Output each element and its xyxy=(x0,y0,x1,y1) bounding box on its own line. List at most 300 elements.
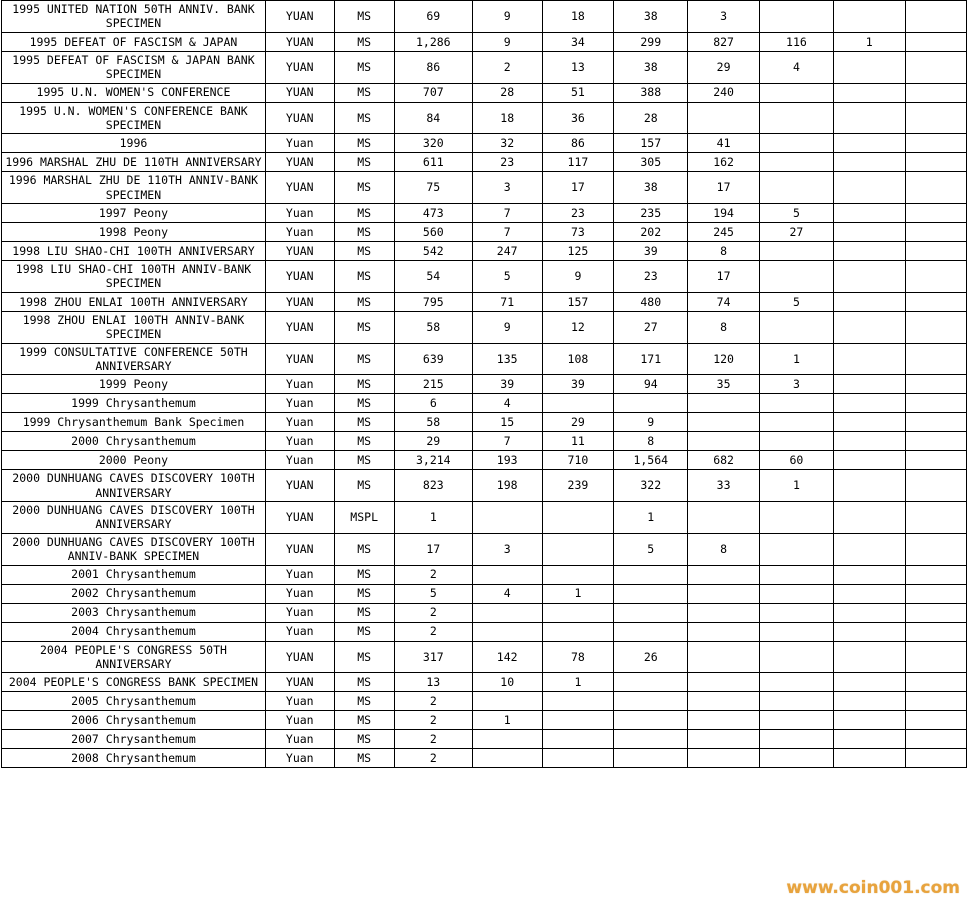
watermark: www.coin001.com xyxy=(786,878,960,898)
cell-grade-2: 29 xyxy=(542,413,614,432)
cell-grade-4: 240 xyxy=(688,83,760,102)
cell-grade-2 xyxy=(542,711,614,730)
cell-total: 3,214 xyxy=(394,451,472,470)
cell-grade: MS xyxy=(334,432,394,451)
cell-grade-5 xyxy=(759,565,833,584)
cell-grade-7 xyxy=(905,51,966,83)
cell-denomination: YUAN xyxy=(265,83,334,102)
cell-description: 1999 Chrysanthemum Bank Specimen xyxy=(2,413,266,432)
cell-grade-3: 38 xyxy=(614,172,688,204)
table-row xyxy=(2,1,967,33)
cell-grade-6 xyxy=(833,533,905,565)
table-row xyxy=(2,502,967,534)
cell-grade-2: 125 xyxy=(542,242,614,261)
cell-grade-2 xyxy=(542,533,614,565)
cell-description: 1996 MARSHAL ZHU DE 110TH ANNIV-BANK SPECIMEN xyxy=(2,172,266,204)
cell-grade: MS xyxy=(334,673,394,692)
cell-grade-5 xyxy=(759,102,833,134)
cell-grade-7 xyxy=(905,83,966,102)
cell-grade-1: 3 xyxy=(472,533,542,565)
cell-grade-4 xyxy=(688,692,760,711)
cell-grade-7 xyxy=(905,242,966,261)
cell-total: 639 xyxy=(394,343,472,375)
cell-grade-3: 299 xyxy=(614,32,688,51)
cell-grade-1 xyxy=(472,603,542,622)
cell-grade: MS xyxy=(334,83,394,102)
table-row xyxy=(2,451,967,470)
cell-grade-4 xyxy=(688,622,760,641)
cell-grade-1: 5 xyxy=(472,261,542,293)
cell-grade-6 xyxy=(833,261,905,293)
cell-grade: MS xyxy=(334,603,394,622)
cell-grade-6 xyxy=(833,102,905,134)
cell-grade-3 xyxy=(614,730,688,749)
cell-denomination: Yuan xyxy=(265,730,334,749)
cell-grade-5: 1 xyxy=(759,470,833,502)
cell-grade: MS xyxy=(334,470,394,502)
cell-denomination: Yuan xyxy=(265,223,334,242)
cell-grade-1: 198 xyxy=(472,470,542,502)
cell-grade-3: 8 xyxy=(614,432,688,451)
cell-grade-2: 18 xyxy=(542,1,614,33)
cell-denomination: Yuan xyxy=(265,432,334,451)
cell-grade-5 xyxy=(759,692,833,711)
cell-grade-2: 157 xyxy=(542,292,614,311)
cell-grade: MS xyxy=(334,394,394,413)
cell-description: 1998 ZHOU ENLAI 100TH ANNIV-BANK SPECIMEN xyxy=(2,311,266,343)
cell-grade-3: 1,564 xyxy=(614,451,688,470)
table-row xyxy=(2,204,967,223)
cell-grade-1: 2 xyxy=(472,51,542,83)
cell-grade-4: 827 xyxy=(688,32,760,51)
cell-grade-4 xyxy=(688,641,760,673)
cell-grade-4: 74 xyxy=(688,292,760,311)
cell-grade-7 xyxy=(905,172,966,204)
cell-denomination: YUAN xyxy=(265,242,334,261)
cell-grade-7 xyxy=(905,502,966,534)
cell-grade-7 xyxy=(905,603,966,622)
cell-total: 2 xyxy=(394,692,472,711)
cell-grade-3: 28 xyxy=(614,102,688,134)
cell-grade-2 xyxy=(542,692,614,711)
cell-total: 1 xyxy=(394,502,472,534)
cell-grade-7 xyxy=(905,223,966,242)
table-row xyxy=(2,83,967,102)
cell-grade-7 xyxy=(905,394,966,413)
cell-denomination: Yuan xyxy=(265,413,334,432)
cell-grade-2: 117 xyxy=(542,153,614,172)
cell-grade-2: 1 xyxy=(542,584,614,603)
cell-grade-5 xyxy=(759,730,833,749)
cell-total: 1,286 xyxy=(394,32,472,51)
table-row xyxy=(2,242,967,261)
cell-total: 611 xyxy=(394,153,472,172)
cell-grade-6 xyxy=(833,584,905,603)
cell-grade-6 xyxy=(833,375,905,394)
cell-denomination: Yuan xyxy=(265,134,334,153)
cell-denomination: Yuan xyxy=(265,603,334,622)
cell-grade-6 xyxy=(833,749,905,768)
cell-grade-7 xyxy=(905,1,966,33)
cell-total: 2 xyxy=(394,622,472,641)
cell-denomination: Yuan xyxy=(265,622,334,641)
cell-grade-4: 8 xyxy=(688,242,760,261)
cell-grade-2 xyxy=(542,394,614,413)
cell-grade-7 xyxy=(905,730,966,749)
cell-description: 2000 Peony xyxy=(2,451,266,470)
cell-grade-5 xyxy=(759,584,833,603)
cell-grade-7 xyxy=(905,375,966,394)
cell-description: 2001 Chrysanthemum xyxy=(2,565,266,584)
cell-denomination: Yuan xyxy=(265,394,334,413)
cell-grade: MS xyxy=(334,261,394,293)
cell-grade-5: 60 xyxy=(759,451,833,470)
cell-grade-6 xyxy=(833,242,905,261)
cell-grade-3: 157 xyxy=(614,134,688,153)
cell-grade-7 xyxy=(905,565,966,584)
cell-grade: MS xyxy=(334,692,394,711)
cell-grade-6 xyxy=(833,394,905,413)
cell-grade-6 xyxy=(833,603,905,622)
cell-grade-7 xyxy=(905,470,966,502)
cell-grade-1: 39 xyxy=(472,375,542,394)
cell-description: 2007 Chrysanthemum xyxy=(2,730,266,749)
cell-grade-6 xyxy=(833,432,905,451)
cell-grade-3: 38 xyxy=(614,51,688,83)
cell-grade-1: 4 xyxy=(472,584,542,603)
cell-total: 320 xyxy=(394,134,472,153)
table-row xyxy=(2,343,967,375)
cell-description: 1995 DEFEAT OF FASCISM & JAPAN BANK SPECIMEN xyxy=(2,51,266,83)
cell-grade-1 xyxy=(472,565,542,584)
cell-grade-7 xyxy=(905,711,966,730)
cell-grade-3 xyxy=(614,584,688,603)
cell-grade: MS xyxy=(334,134,394,153)
cell-description: 2000 DUNHUANG CAVES DISCOVERY 100TH ANNIVERSARY xyxy=(2,502,266,534)
cell-grade-4 xyxy=(688,565,760,584)
cell-grade-2: 23 xyxy=(542,204,614,223)
cell-grade-1: 9 xyxy=(472,32,542,51)
cell-grade-4: 194 xyxy=(688,204,760,223)
cell-grade-3: 1 xyxy=(614,502,688,534)
cell-grade-6 xyxy=(833,502,905,534)
cell-total: 2 xyxy=(394,711,472,730)
cell-grade: MS xyxy=(334,533,394,565)
cell-denomination: YUAN xyxy=(265,641,334,673)
table-row xyxy=(2,603,967,622)
cell-denomination: YUAN xyxy=(265,153,334,172)
cell-description: 1996 MARSHAL ZHU DE 110TH ANNIVERSARY xyxy=(2,153,266,172)
cell-grade-5: 4 xyxy=(759,51,833,83)
cell-description: 1995 DEFEAT OF FASCISM & JAPAN xyxy=(2,32,266,51)
cell-grade-6 xyxy=(833,83,905,102)
table-row xyxy=(2,102,967,134)
cell-grade-4 xyxy=(688,711,760,730)
cell-grade-4: 682 xyxy=(688,451,760,470)
table-row xyxy=(2,292,967,311)
cell-grade: MS xyxy=(334,375,394,394)
cell-grade-1: 7 xyxy=(472,204,542,223)
cell-grade-6: 1 xyxy=(833,32,905,51)
cell-grade-5: 3 xyxy=(759,375,833,394)
cell-grade-6 xyxy=(833,413,905,432)
cell-description: 1998 LIU SHAO-CHI 100TH ANNIVERSARY xyxy=(2,242,266,261)
cell-grade-4: 245 xyxy=(688,223,760,242)
cell-grade-3 xyxy=(614,749,688,768)
cell-grade-7 xyxy=(905,343,966,375)
cell-total: 29 xyxy=(394,432,472,451)
cell-description: 2004 PEOPLE'S CONGRESS BANK SPECIMEN xyxy=(2,673,266,692)
cell-grade: MS xyxy=(334,223,394,242)
cell-denomination: Yuan xyxy=(265,584,334,603)
cell-grade-1: 3 xyxy=(472,172,542,204)
cell-grade-2: 12 xyxy=(542,311,614,343)
cell-description: 1998 ZHOU ENLAI 100TH ANNIVERSARY xyxy=(2,292,266,311)
cell-grade-5 xyxy=(759,603,833,622)
cell-total: 707 xyxy=(394,83,472,102)
cell-grade: MS xyxy=(334,153,394,172)
cell-grade-2: 51 xyxy=(542,83,614,102)
cell-grade-6 xyxy=(833,692,905,711)
cell-grade-6 xyxy=(833,153,905,172)
cell-grade-7 xyxy=(905,413,966,432)
cell-grade-3: 23 xyxy=(614,261,688,293)
cell-description: 1999 CONSULTATIVE CONFERENCE 50TH ANNIVERSARY xyxy=(2,343,266,375)
cell-grade-2: 13 xyxy=(542,51,614,83)
table-row xyxy=(2,730,967,749)
cell-grade: MS xyxy=(334,584,394,603)
cell-grade-6 xyxy=(833,470,905,502)
cell-denomination: YUAN xyxy=(265,533,334,565)
cell-description: 1997 Peony xyxy=(2,204,266,223)
table-row xyxy=(2,711,967,730)
cell-total: 17 xyxy=(394,533,472,565)
cell-grade-5 xyxy=(759,641,833,673)
cell-grade-1 xyxy=(472,730,542,749)
cell-grade-1: 193 xyxy=(472,451,542,470)
cell-grade-7 xyxy=(905,32,966,51)
cell-description: 2006 Chrysanthemum xyxy=(2,711,266,730)
cell-grade-3 xyxy=(614,622,688,641)
cell-denomination: YUAN xyxy=(265,311,334,343)
cell-total: 84 xyxy=(394,102,472,134)
cell-denomination: Yuan xyxy=(265,692,334,711)
cell-grade-4: 33 xyxy=(688,470,760,502)
table-row xyxy=(2,673,967,692)
cell-grade-3: 322 xyxy=(614,470,688,502)
cell-grade: MS xyxy=(334,641,394,673)
cell-grade-3: 38 xyxy=(614,1,688,33)
table-row xyxy=(2,584,967,603)
cell-total: 6 xyxy=(394,394,472,413)
cell-denomination: YUAN xyxy=(265,261,334,293)
cell-grade: MS xyxy=(334,172,394,204)
cell-grade-4 xyxy=(688,603,760,622)
cell-grade-4: 29 xyxy=(688,51,760,83)
table-row xyxy=(2,565,967,584)
cell-grade-7 xyxy=(905,134,966,153)
table-row xyxy=(2,172,967,204)
cell-description: 1995 U.N. WOMEN'S CONFERENCE xyxy=(2,83,266,102)
cell-grade-2 xyxy=(542,603,614,622)
cell-grade-5 xyxy=(759,533,833,565)
cell-total: 2 xyxy=(394,749,472,768)
cell-grade-7 xyxy=(905,311,966,343)
cell-total: 2 xyxy=(394,565,472,584)
cell-denomination: YUAN xyxy=(265,32,334,51)
cell-description: 2008 Chrysanthemum xyxy=(2,749,266,768)
cell-total: 58 xyxy=(394,311,472,343)
cell-denomination: YUAN xyxy=(265,51,334,83)
cell-description: 2002 Chrysanthemum xyxy=(2,584,266,603)
cell-grade-5 xyxy=(759,394,833,413)
cell-denomination: Yuan xyxy=(265,711,334,730)
cell-grade: MS xyxy=(334,32,394,51)
cell-grade-2: 9 xyxy=(542,261,614,293)
cell-denomination: YUAN xyxy=(265,292,334,311)
cell-grade-3: 5 xyxy=(614,533,688,565)
table-row xyxy=(2,692,967,711)
cell-denomination: Yuan xyxy=(265,451,334,470)
cell-grade-6 xyxy=(833,622,905,641)
cell-total: 2 xyxy=(394,603,472,622)
cell-grade-2: 36 xyxy=(542,102,614,134)
cell-grade-1: 18 xyxy=(472,102,542,134)
cell-grade-4 xyxy=(688,502,760,534)
cell-grade-6 xyxy=(833,730,905,749)
cell-grade: MS xyxy=(334,451,394,470)
cell-description: 1995 U.N. WOMEN'S CONFERENCE BANK SPECIMEN xyxy=(2,102,266,134)
cell-total: 86 xyxy=(394,51,472,83)
cell-grade-4 xyxy=(688,394,760,413)
cell-grade-1 xyxy=(472,749,542,768)
cell-total: 795 xyxy=(394,292,472,311)
cell-grade: MS xyxy=(334,292,394,311)
cell-grade-3: 202 xyxy=(614,223,688,242)
cell-total: 542 xyxy=(394,242,472,261)
cell-grade-4 xyxy=(688,432,760,451)
cell-grade: MSPL xyxy=(334,502,394,534)
cell-grade-5 xyxy=(759,172,833,204)
cell-denomination: Yuan xyxy=(265,565,334,584)
cell-grade-1 xyxy=(472,502,542,534)
cell-grade-6 xyxy=(833,51,905,83)
cell-grade-1: 10 xyxy=(472,673,542,692)
cell-grade-3: 305 xyxy=(614,153,688,172)
table-row xyxy=(2,749,967,768)
cell-total: 69 xyxy=(394,1,472,33)
cell-grade: MS xyxy=(334,311,394,343)
table-row xyxy=(2,134,967,153)
table-row xyxy=(2,413,967,432)
cell-grade: MS xyxy=(334,565,394,584)
cell-grade: MS xyxy=(334,51,394,83)
table-row xyxy=(2,375,967,394)
cell-grade-7 xyxy=(905,153,966,172)
cell-grade-1: 7 xyxy=(472,223,542,242)
cell-grade-3: 171 xyxy=(614,343,688,375)
cell-total: 54 xyxy=(394,261,472,293)
cell-grade-5: 1 xyxy=(759,343,833,375)
cell-total: 823 xyxy=(394,470,472,502)
cell-grade-1: 28 xyxy=(472,83,542,102)
cell-grade-3: 27 xyxy=(614,311,688,343)
cell-grade-3: 235 xyxy=(614,204,688,223)
cell-description: 1995 UNITED NATION 50TH ANNIV. BANK SPECIMEN xyxy=(2,1,266,33)
cell-grade-3 xyxy=(614,394,688,413)
table-row xyxy=(2,311,967,343)
cell-denomination: Yuan xyxy=(265,204,334,223)
cell-grade-6 xyxy=(833,204,905,223)
cell-grade-1 xyxy=(472,692,542,711)
cell-grade-2 xyxy=(542,749,614,768)
cell-denomination: YUAN xyxy=(265,673,334,692)
cell-grade-2: 39 xyxy=(542,375,614,394)
cell-grade-2: 17 xyxy=(542,172,614,204)
cell-grade-5 xyxy=(759,311,833,343)
cell-grade: MS xyxy=(334,749,394,768)
cell-grade-2: 239 xyxy=(542,470,614,502)
cell-denomination: YUAN xyxy=(265,1,334,33)
cell-grade-1: 15 xyxy=(472,413,542,432)
cell-total: 317 xyxy=(394,641,472,673)
cell-grade-5 xyxy=(759,432,833,451)
cell-total: 75 xyxy=(394,172,472,204)
cell-grade-1: 71 xyxy=(472,292,542,311)
table-row xyxy=(2,622,967,641)
cell-grade-5 xyxy=(759,242,833,261)
table-row xyxy=(2,32,967,51)
cell-total: 13 xyxy=(394,673,472,692)
cell-grade-5: 27 xyxy=(759,223,833,242)
cell-grade-6 xyxy=(833,172,905,204)
cell-grade-7 xyxy=(905,692,966,711)
cell-grade-4: 8 xyxy=(688,311,760,343)
cell-grade-4 xyxy=(688,584,760,603)
cell-denomination: YUAN xyxy=(265,470,334,502)
cell-grade-4 xyxy=(688,749,760,768)
cell-grade-3 xyxy=(614,692,688,711)
cell-grade-5 xyxy=(759,261,833,293)
cell-denomination: YUAN xyxy=(265,343,334,375)
cell-grade-4 xyxy=(688,102,760,134)
cell-grade-6 xyxy=(833,451,905,470)
cell-grade-1: 9 xyxy=(472,1,542,33)
cell-grade-6 xyxy=(833,311,905,343)
cell-grade: MS xyxy=(334,204,394,223)
cell-grade-5: 116 xyxy=(759,32,833,51)
cell-grade-4: 17 xyxy=(688,261,760,293)
table-row xyxy=(2,432,967,451)
cell-description: 2004 Chrysanthemum xyxy=(2,622,266,641)
coin-population-table xyxy=(1,0,967,768)
cell-denomination: Yuan xyxy=(265,749,334,768)
cell-description: 2000 DUNHUANG CAVES DISCOVERY 100TH ANNIVERSARY xyxy=(2,470,266,502)
cell-grade-1: 135 xyxy=(472,343,542,375)
cell-grade-1: 1 xyxy=(472,711,542,730)
cell-denomination: Yuan xyxy=(265,375,334,394)
cell-grade-5 xyxy=(759,83,833,102)
cell-description: 2004 PEOPLE'S CONGRESS 50TH ANNIVERSARY xyxy=(2,641,266,673)
cell-grade-1 xyxy=(472,622,542,641)
cell-grade: MS xyxy=(334,711,394,730)
cell-grade-5 xyxy=(759,413,833,432)
cell-description: 1999 Chrysanthemum xyxy=(2,394,266,413)
cell-denomination: YUAN xyxy=(265,102,334,134)
cell-grade-6 xyxy=(833,223,905,242)
cell-grade-1: 23 xyxy=(472,153,542,172)
cell-grade-6 xyxy=(833,641,905,673)
